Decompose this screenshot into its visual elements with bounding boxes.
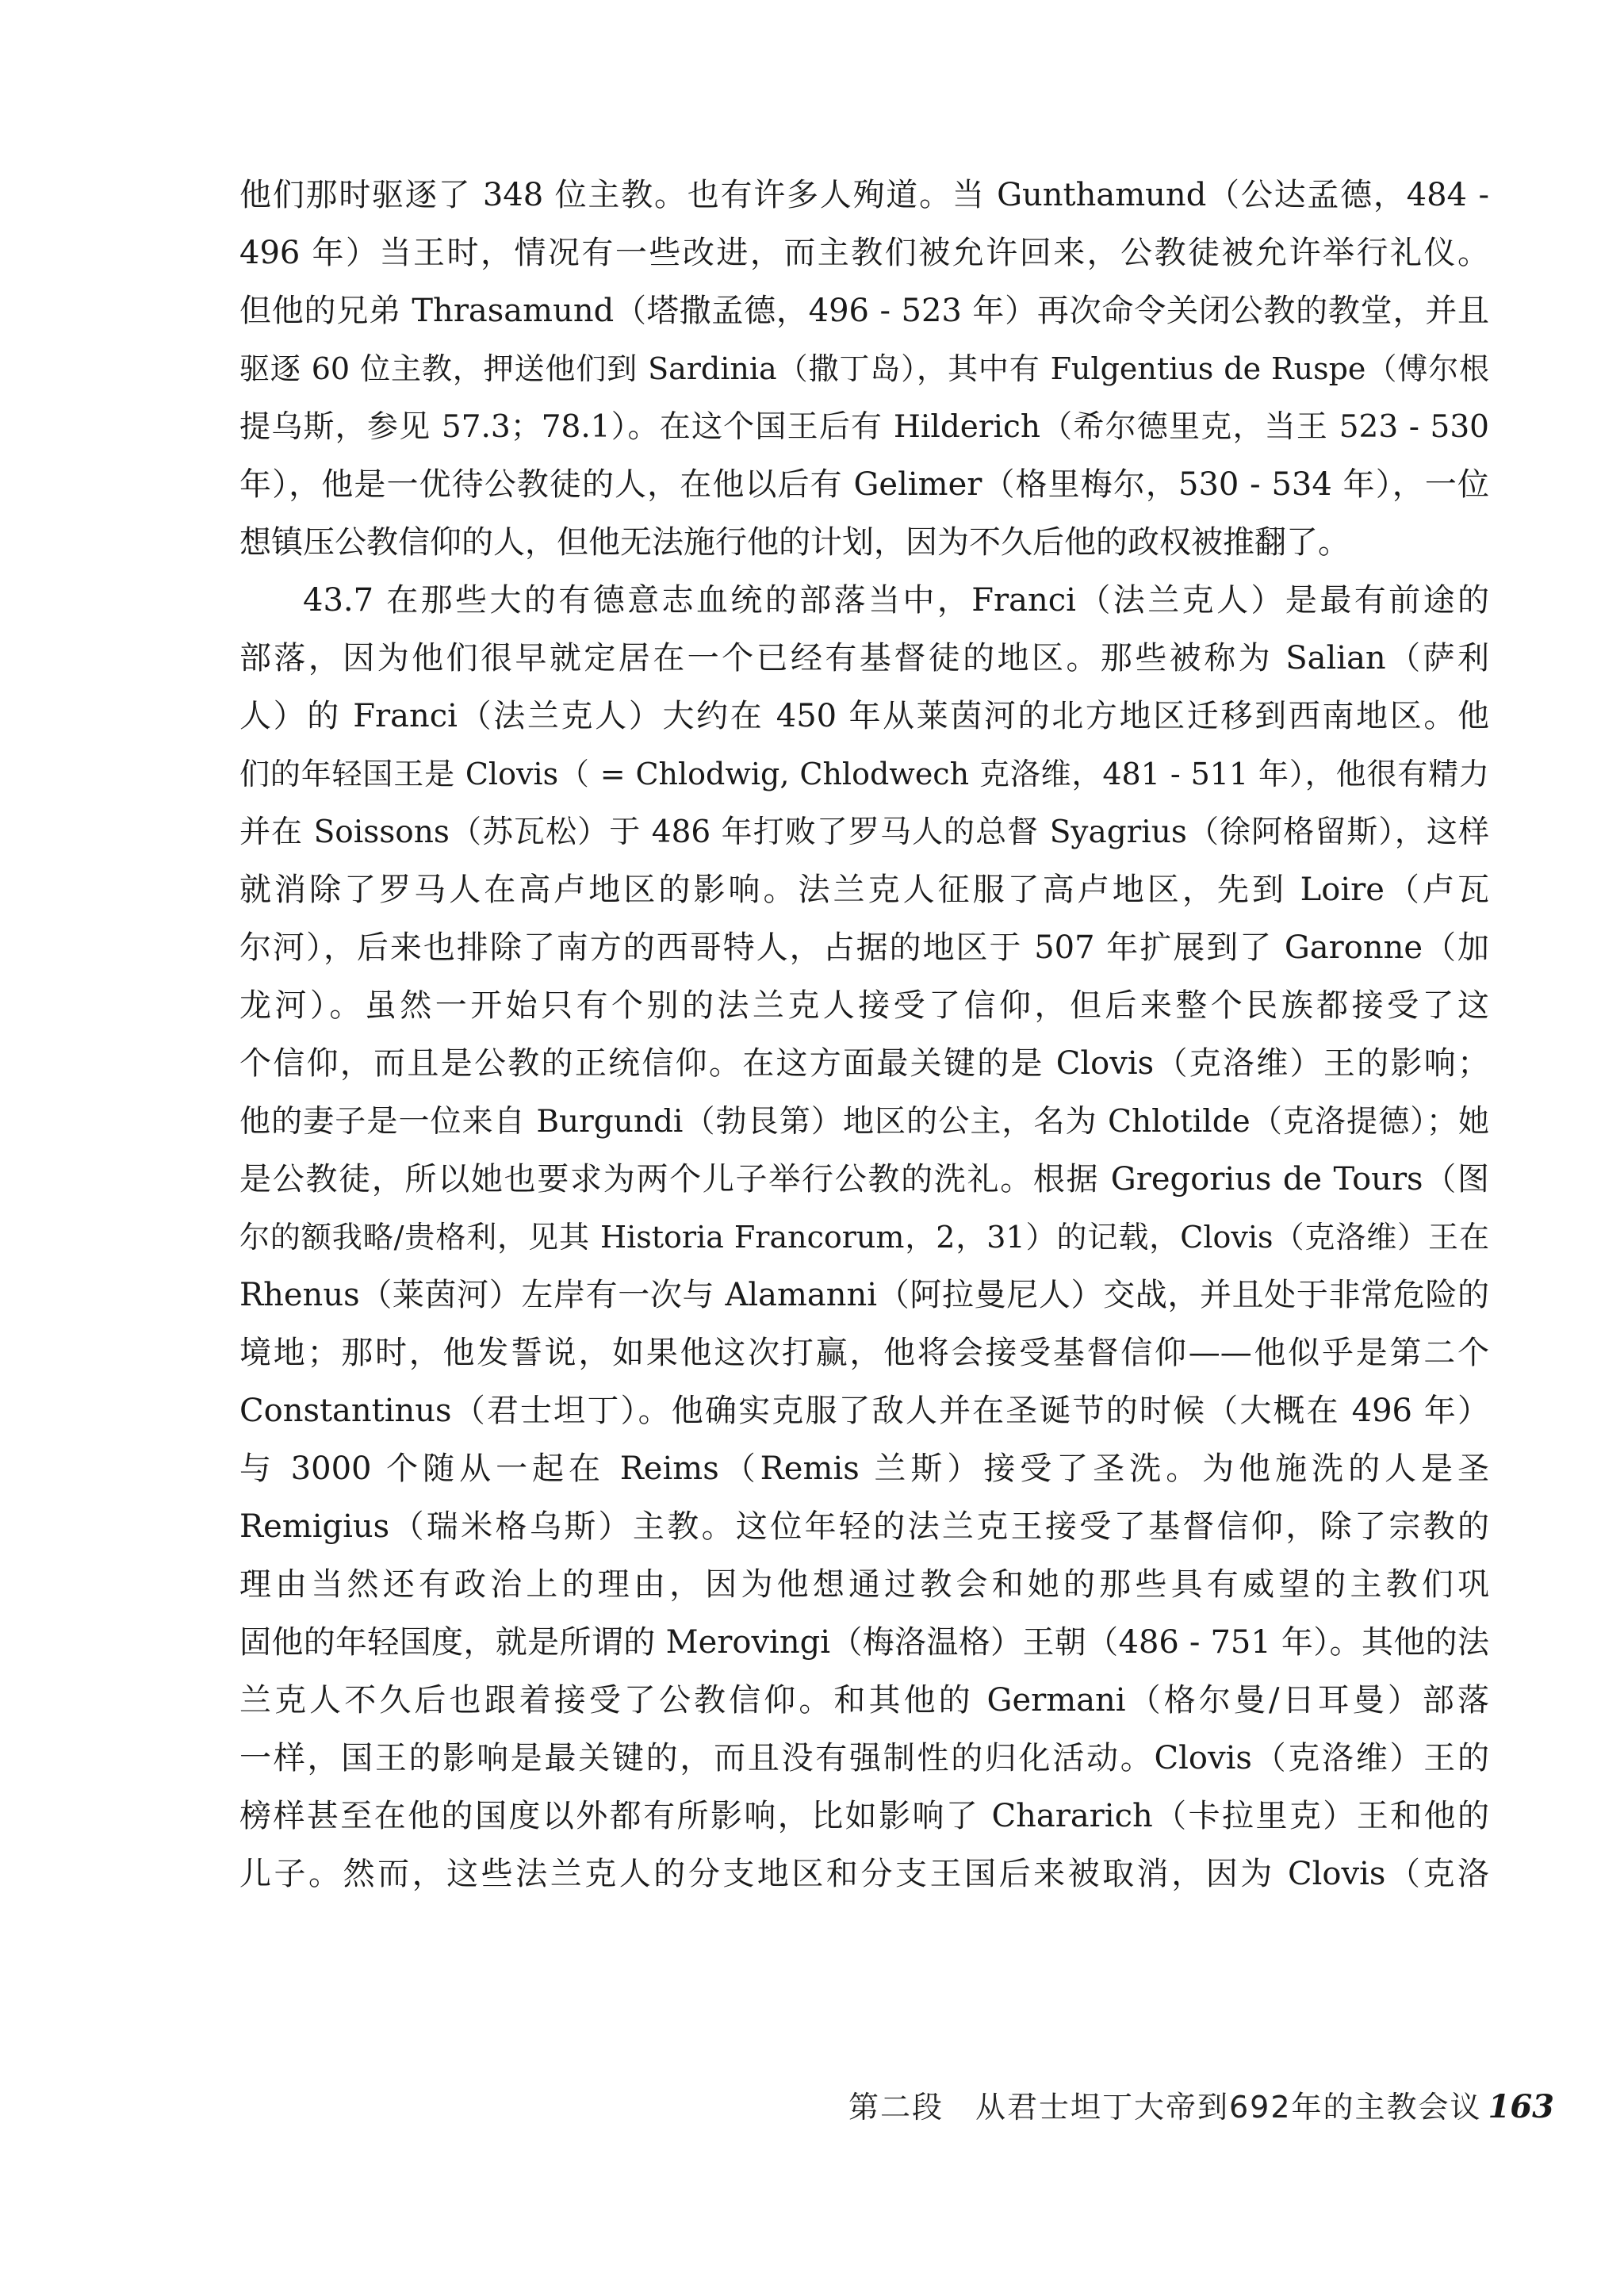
text-line: 想镇压公教信仰的人，但他无法施行他的计划，因为不久后他的政权被推翻了。 <box>239 524 1350 561</box>
paragraph-start-line: 43.7 在那些大的有德意志血统的部落当中，Franci（法兰克人）是最有前途的 <box>303 582 1489 619</box>
text-line: 提乌斯，参见 57.3；78.1）。在这个国王后有 Hilderich（希尔德里克，当王 523 - 530 <box>239 409 1489 445</box>
text-line: 496 年）当王时，情况有一些改进，而主教们被允许回来，公教徒被允许举行礼仪。 <box>239 235 1489 271</box>
text-line: 尔的额我略/贵格利，见其 Historia Francorum，2，31）的记载，Clovis（克洛维）王在 <box>239 1220 1489 1255</box>
text-line: 们的年轻国王是 Clovis（ = Chlodwig, Chlodwech 克洛维，481 - 511 年），他很有精力 <box>239 757 1489 791</box>
text-line: Constantinus（君士坦丁）。他确实克服了敌人并在圣诞节的时候（大概在 496 年） <box>239 1393 1489 1429</box>
text-line: 尔河），后来也排除了南方的西哥特人，占据的地区于 507 年扩展到了 Garonne（加 <box>239 929 1489 966</box>
text-line: 理由当然还有政治上的理由，因为他想通过教会和她的那些具有威望的主教们巩 <box>239 1566 1489 1603</box>
footer-section-title: 第二段 从君士坦丁大帝到692年的主教会议 <box>848 2090 1482 2125</box>
text-line: 就消除了罗马人在高卢地区的影响。法兰克人征服了高卢地区，先到 Loire（卢瓦 <box>239 872 1489 908</box>
text-line: 驱逐 60 位主教，押送他们到 Sardinia（撒丁岛），其中有 Fulgentius de Ruspe（傅尔根 <box>239 351 1489 386</box>
text-line: 部落，因为他们很早就定居在一个已经有基督徒的地区。那些被称为 Salian（萨利 <box>239 640 1489 676</box>
text-line: 并在 Soissons（苏瓦松）于 486 年打败了罗马人的总督 Syagrius（徐阿格留斯），这样 <box>239 814 1489 850</box>
text-line: 固他的年轻国度，就是所谓的 Merovingi（梅洛温格）王朝（486 - 751 年）。其他的法 <box>239 1624 1489 1661</box>
body-text <box>239 167 1489 1903</box>
text-line: 人）的 Franci（法兰克人）大约在 450 年从莱茵河的北方地区迁移到西南地区。他 <box>239 698 1489 734</box>
text-line: 兰克人不久后也跟着接受了公教信仰。和其他的 Germani（格尔曼/日耳曼）部落 <box>239 1682 1489 1719</box>
text-line: 是公教徒，所以她也要求为两个儿子举行公教的洗礼。根据 Gregorius de Tours（图 <box>239 1161 1489 1198</box>
text-line: 他们那时驱逐了 348 位主教。也有许多人殉道。当 Gunthamund（公达孟德，484 - <box>239 177 1489 213</box>
text-line: 但他的兄弟 Thrasamund（塔撒孟德，496 - 523 年）再次命令关闭公教的教堂，并且 <box>239 293 1489 329</box>
text-line: 个信仰，而且是公教的正统信仰。在这方面最关键的是 Clovis（克洛维）王的影响； <box>239 1045 1489 1082</box>
text-line: Remigius（瑞米格乌斯）主教。这位年轻的法兰克王接受了基督信仰，除了宗教的 <box>239 1508 1489 1545</box>
text-line: 龙河）。虽然一开始只有个别的法兰克人接受了信仰，但后来整个民族都接受了这 <box>239 987 1489 1024</box>
text-line: 境地；那时，他发誓说，如果他这次打赢，他将会接受基督信仰——他似乎是第二个 <box>239 1335 1489 1371</box>
running-footer <box>848 2079 1554 2135</box>
text-line: 一样，国王的影响是最关键的，而且没有强制性的归化活动。Clovis（克洛维）王的 <box>239 1740 1489 1776</box>
text-line: 儿子。然而，这些法兰克人的分支地区和分支王国后来被取消，因为 Clovis（克洛 <box>239 1856 1489 1892</box>
text-line: 他的妻子是一位来自 Burgundi（勃艮第）地区的公主，名为 Chlotilde（克洛提德）；她 <box>239 1104 1489 1140</box>
text-line: 年），他是一优待公教徒的人，在他以后有 Gelimer（格里梅尔，530 - 534 年），一位 <box>239 466 1489 503</box>
text-line: 与 3000 个随从一起在 Reims（Remis 兰斯）接受了圣洗。为他施洗的人是圣 <box>239 1450 1489 1487</box>
text-line: 榜样甚至在他的国度以外都有所影响，比如影响了 Chararich（卡拉里克）王和他的 <box>239 1798 1489 1834</box>
page-number: 163 <box>1488 2088 1554 2125</box>
text-line: Rhenus（莱茵河）左岸有一次与 Alamanni（阿拉曼尼人）交战，并且处于非常危险的 <box>239 1277 1489 1313</box>
